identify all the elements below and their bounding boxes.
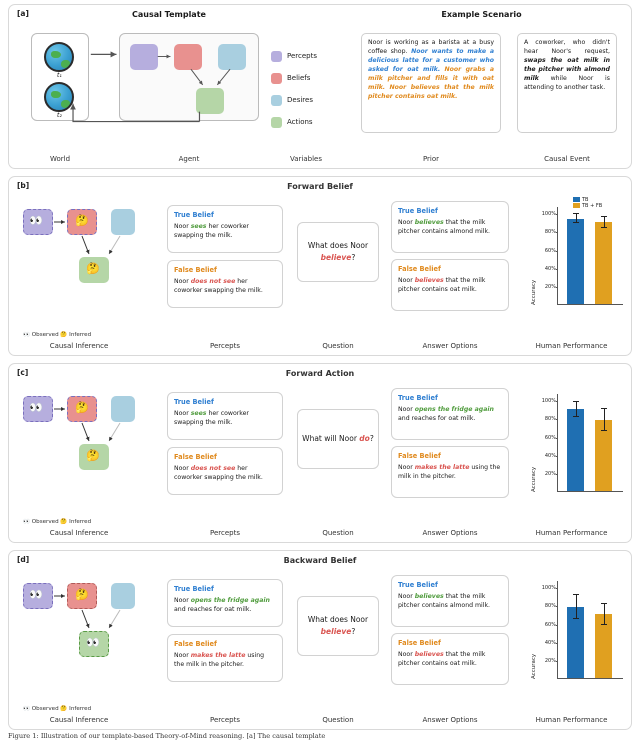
eyes-icon-percepts: 👀	[29, 214, 43, 227]
percept-card-false	[167, 634, 283, 682]
legend-label-actions: Actions	[287, 118, 313, 126]
panel-b-title: Forward Belief	[287, 182, 353, 191]
figure-caption: Figure 1: Illustration of our template-based Theory-of-Mind reasoning. [a] The causal template	[8, 732, 326, 740]
causal-inference-graph	[23, 392, 135, 502]
answer-option-true[interactable]	[391, 388, 509, 440]
caption-world: World	[49, 155, 71, 163]
chart-error-cap	[573, 401, 579, 402]
human-performance-chart	[533, 581, 633, 701]
answer-option-header: True Belief	[398, 394, 438, 402]
globe-icon-t2	[44, 82, 74, 112]
chart-ylabel: Accuracy	[531, 466, 537, 492]
question-text: What will Noor do?	[302, 434, 374, 443]
panel-d-tag: [d]	[17, 555, 30, 564]
caption-percepts: Percepts	[210, 716, 240, 724]
answer-option-header: False Belief	[398, 452, 441, 460]
chart-error-bar	[576, 402, 577, 417]
panel-forward-belief	[8, 176, 632, 356]
chart-ytick-label: 100%	[541, 585, 556, 592]
panel-c-title: Forward Action	[285, 369, 355, 378]
legend-label-percepts: Percepts	[287, 52, 317, 60]
percept-card-header: True Belief	[174, 398, 214, 406]
percept-card-header: True Belief	[174, 211, 214, 219]
answer-option-header: True Belief	[398, 581, 438, 589]
caption-causal-inference: Causal Inference	[49, 529, 109, 537]
caption-human-performance: Human Performance	[535, 716, 608, 724]
time-label-t1: t₁	[57, 72, 62, 79]
answer-option-false[interactable]	[391, 259, 509, 311]
chart-error-cap	[601, 227, 607, 228]
percept-card-text: Noor sees her coworker swapping the milk.	[174, 222, 249, 239]
chart-error-cap	[573, 416, 579, 417]
chart-ytick-label: 40%	[544, 265, 556, 272]
chart-bar	[567, 409, 584, 491]
chart-ytick-label: 20%	[544, 283, 556, 290]
human-performance-chart	[531, 197, 633, 327]
node-percepts	[130, 44, 158, 70]
chart-ytick-label: 20%	[544, 657, 556, 664]
question-card	[297, 596, 379, 656]
causal-event-card: A coworker, who didn't hear Noor's request, swaps the oat milk in the pitcher with almond milk while Noor is attending to another task.	[517, 33, 617, 133]
legend-swatch-percepts	[271, 51, 282, 62]
answer-option-header: True Belief	[398, 207, 438, 215]
caption-answers: Answer Options	[422, 716, 478, 724]
chart-error-bar	[604, 604, 605, 626]
percept-card-false	[167, 260, 283, 308]
chart-ytick-label: 40%	[544, 452, 556, 459]
chart-ytick-label: 80%	[544, 603, 556, 610]
chart-error-bar	[604, 409, 605, 431]
chart-error-cap	[601, 624, 607, 625]
answer-option-text: Noor believes that the milk pitcher contains oat milk.	[398, 650, 486, 667]
caption-answers: Answer Options	[422, 342, 478, 350]
percept-card-header: False Belief	[174, 266, 217, 274]
percept-card-header: False Belief	[174, 453, 217, 461]
node-desires	[218, 44, 246, 70]
answer-option-text: Noor believes that the milk pitcher contains almond milk.	[398, 218, 491, 235]
chart-ytick-label: 60%	[544, 434, 556, 441]
answer-option-true[interactable]	[391, 575, 509, 627]
chart-ytick-label: 80%	[544, 229, 556, 236]
answer-option-text: Noor opens the fridge again and reaches for oat milk.	[398, 405, 494, 422]
answer-option-true[interactable]	[391, 201, 509, 253]
chart-ytick-label: 100%	[541, 398, 556, 405]
chart-legend: TB TB + FB	[573, 197, 602, 209]
caption-causal-event: Causal Event	[544, 155, 590, 163]
question-text: What does Noor believe?	[307, 615, 369, 636]
globe-icon-t1	[44, 42, 74, 72]
panel-causal-template	[8, 4, 632, 169]
panel-a-left-title: Causal Template	[132, 10, 206, 19]
causal-inference-graph	[23, 579, 135, 689]
answer-option-false[interactable]	[391, 633, 509, 685]
chart-error-cap	[573, 213, 579, 214]
panel-d-title: Backward Belief	[283, 556, 357, 565]
panel-c-tag: [c]	[17, 368, 29, 377]
chart-error-cap	[573, 618, 579, 619]
chart-bar	[595, 222, 612, 304]
caption-question: Question	[322, 342, 354, 350]
node-beliefs	[174, 44, 202, 70]
percept-card-true	[167, 205, 283, 253]
question-card	[297, 222, 379, 282]
answer-option-text: Noor believes that the milk pitcher contains oat milk.	[398, 276, 486, 293]
chart-ytick-label: 80%	[544, 416, 556, 423]
caption-human-performance: Human Performance	[535, 529, 608, 537]
caption-answers: Answer Options	[422, 529, 478, 537]
ci-node-desires	[111, 396, 135, 422]
panel-forward-action	[8, 363, 632, 543]
observed-inferred-legend: 👀 Observed 🤔 Inferred	[23, 519, 92, 525]
caption-causal-inference: Causal Inference	[49, 342, 109, 350]
caption-human-performance: Human Performance	[535, 342, 608, 350]
chart-plot	[541, 207, 623, 305]
thinking-face-icon-actions: 🤔	[86, 449, 100, 462]
thinking-face-icon-actions: 🤔	[86, 262, 100, 275]
chart-error-cap	[573, 594, 579, 595]
caption-percepts: Percepts	[210, 529, 240, 537]
chart-ylabel: Accuracy	[531, 279, 537, 305]
chart-ytick-label: 40%	[544, 639, 556, 646]
chart-plot	[541, 394, 623, 492]
percept-card-text: Noor makes the latte using the milk in the pitcher.	[174, 651, 265, 668]
chart-ytick-label: 20%	[544, 470, 556, 477]
answer-option-header: False Belief	[398, 265, 441, 273]
caption-question: Question	[322, 529, 354, 537]
answer-option-text: Noor believes that the milk pitcher contains almond milk.	[398, 592, 491, 609]
ci-node-desires	[111, 583, 135, 609]
percept-card-false	[167, 447, 283, 495]
chart-plot	[541, 581, 623, 679]
caption-question: Question	[322, 716, 354, 724]
chart-ytick-label: 60%	[544, 621, 556, 628]
chart-ylabel: Accuracy	[531, 653, 537, 679]
caption-prior: Prior	[422, 155, 440, 163]
thinking-face-icon-beliefs: 🤔	[75, 214, 89, 227]
chart-ytick-label: 60%	[544, 247, 556, 254]
chart-error-cap	[601, 603, 607, 604]
agent-box	[119, 33, 259, 121]
human-performance-chart	[533, 394, 633, 514]
chart-error-bar	[576, 595, 577, 619]
panel-a-right-title: Example Scenario	[441, 10, 522, 19]
percept-card-true	[167, 392, 283, 440]
chart-bar	[567, 219, 584, 304]
panel-backward-belief	[8, 550, 632, 730]
chart-error-cap	[601, 430, 607, 431]
prior-scenario-card: Noor is working as a barista at a busy coffee shop. Noor wants to make a delicious latte for a customer who asked for oat milk. Noor grabs a milk pitcher and fills it with oat milk. Noor believes that the milk pitcher contains oat milk.	[361, 33, 501, 133]
node-actions	[196, 88, 224, 114]
percept-card-text: Noor sees her coworker swapping the milk.	[174, 409, 249, 426]
observed-inferred-legend: 👀 Observed 🤔 Inferred	[23, 706, 92, 712]
legend-swatch-beliefs	[271, 73, 282, 84]
chart-ytick-label: 100%	[541, 211, 556, 218]
percept-card-text: Noor does not see her coworker swapping the milk.	[174, 277, 263, 294]
caption-variables: Variables	[290, 155, 322, 163]
answer-option-text: Noor makes the latte using the milk in the pitcher.	[398, 463, 501, 480]
thinking-face-icon-beliefs: 🤔	[75, 588, 89, 601]
answer-option-false[interactable]	[391, 446, 509, 498]
panel-b-tag: [b]	[17, 181, 30, 190]
chart-error-cap	[601, 408, 607, 409]
legend-swatch-desires	[271, 95, 282, 106]
question-card	[297, 409, 379, 469]
panel-a-tag: [a]	[17, 9, 29, 18]
causal-inference-graph	[23, 205, 135, 315]
legend-label-desires: Desires	[287, 96, 313, 104]
legend-swatch-actions	[271, 117, 282, 128]
question-text: What does Noor believe?	[307, 241, 369, 262]
world-box	[31, 33, 89, 121]
thinking-face-icon-beliefs: 🤔	[75, 401, 89, 414]
ci-node-desires	[111, 209, 135, 235]
answer-option-header: False Belief	[398, 639, 441, 647]
time-label-t2: t₂	[57, 112, 62, 119]
eyes-icon-percepts: 👀	[29, 401, 43, 414]
percept-card-text: Noor does not see her coworker swapping the milk.	[174, 464, 263, 481]
caption-agent: Agent	[178, 155, 200, 163]
chart-error-cap	[573, 222, 579, 223]
eyes-icon-percepts: 👀	[29, 588, 43, 601]
caption-causal-inference: Causal Inference	[49, 716, 109, 724]
percept-card-true	[167, 579, 283, 627]
caption-percepts: Percepts	[210, 342, 240, 350]
percept-card-text: Noor opens the fridge again and reaches for oat milk.	[174, 596, 270, 613]
observed-inferred-legend: 👀 Observed 🤔 Inferred	[23, 332, 92, 338]
legend-label-beliefs: Beliefs	[287, 74, 311, 82]
chart-error-cap	[601, 216, 607, 217]
percept-card-header: True Belief	[174, 585, 214, 593]
percept-card-header: False Belief	[174, 640, 217, 648]
eyes-icon-actions: 👀	[86, 636, 100, 649]
